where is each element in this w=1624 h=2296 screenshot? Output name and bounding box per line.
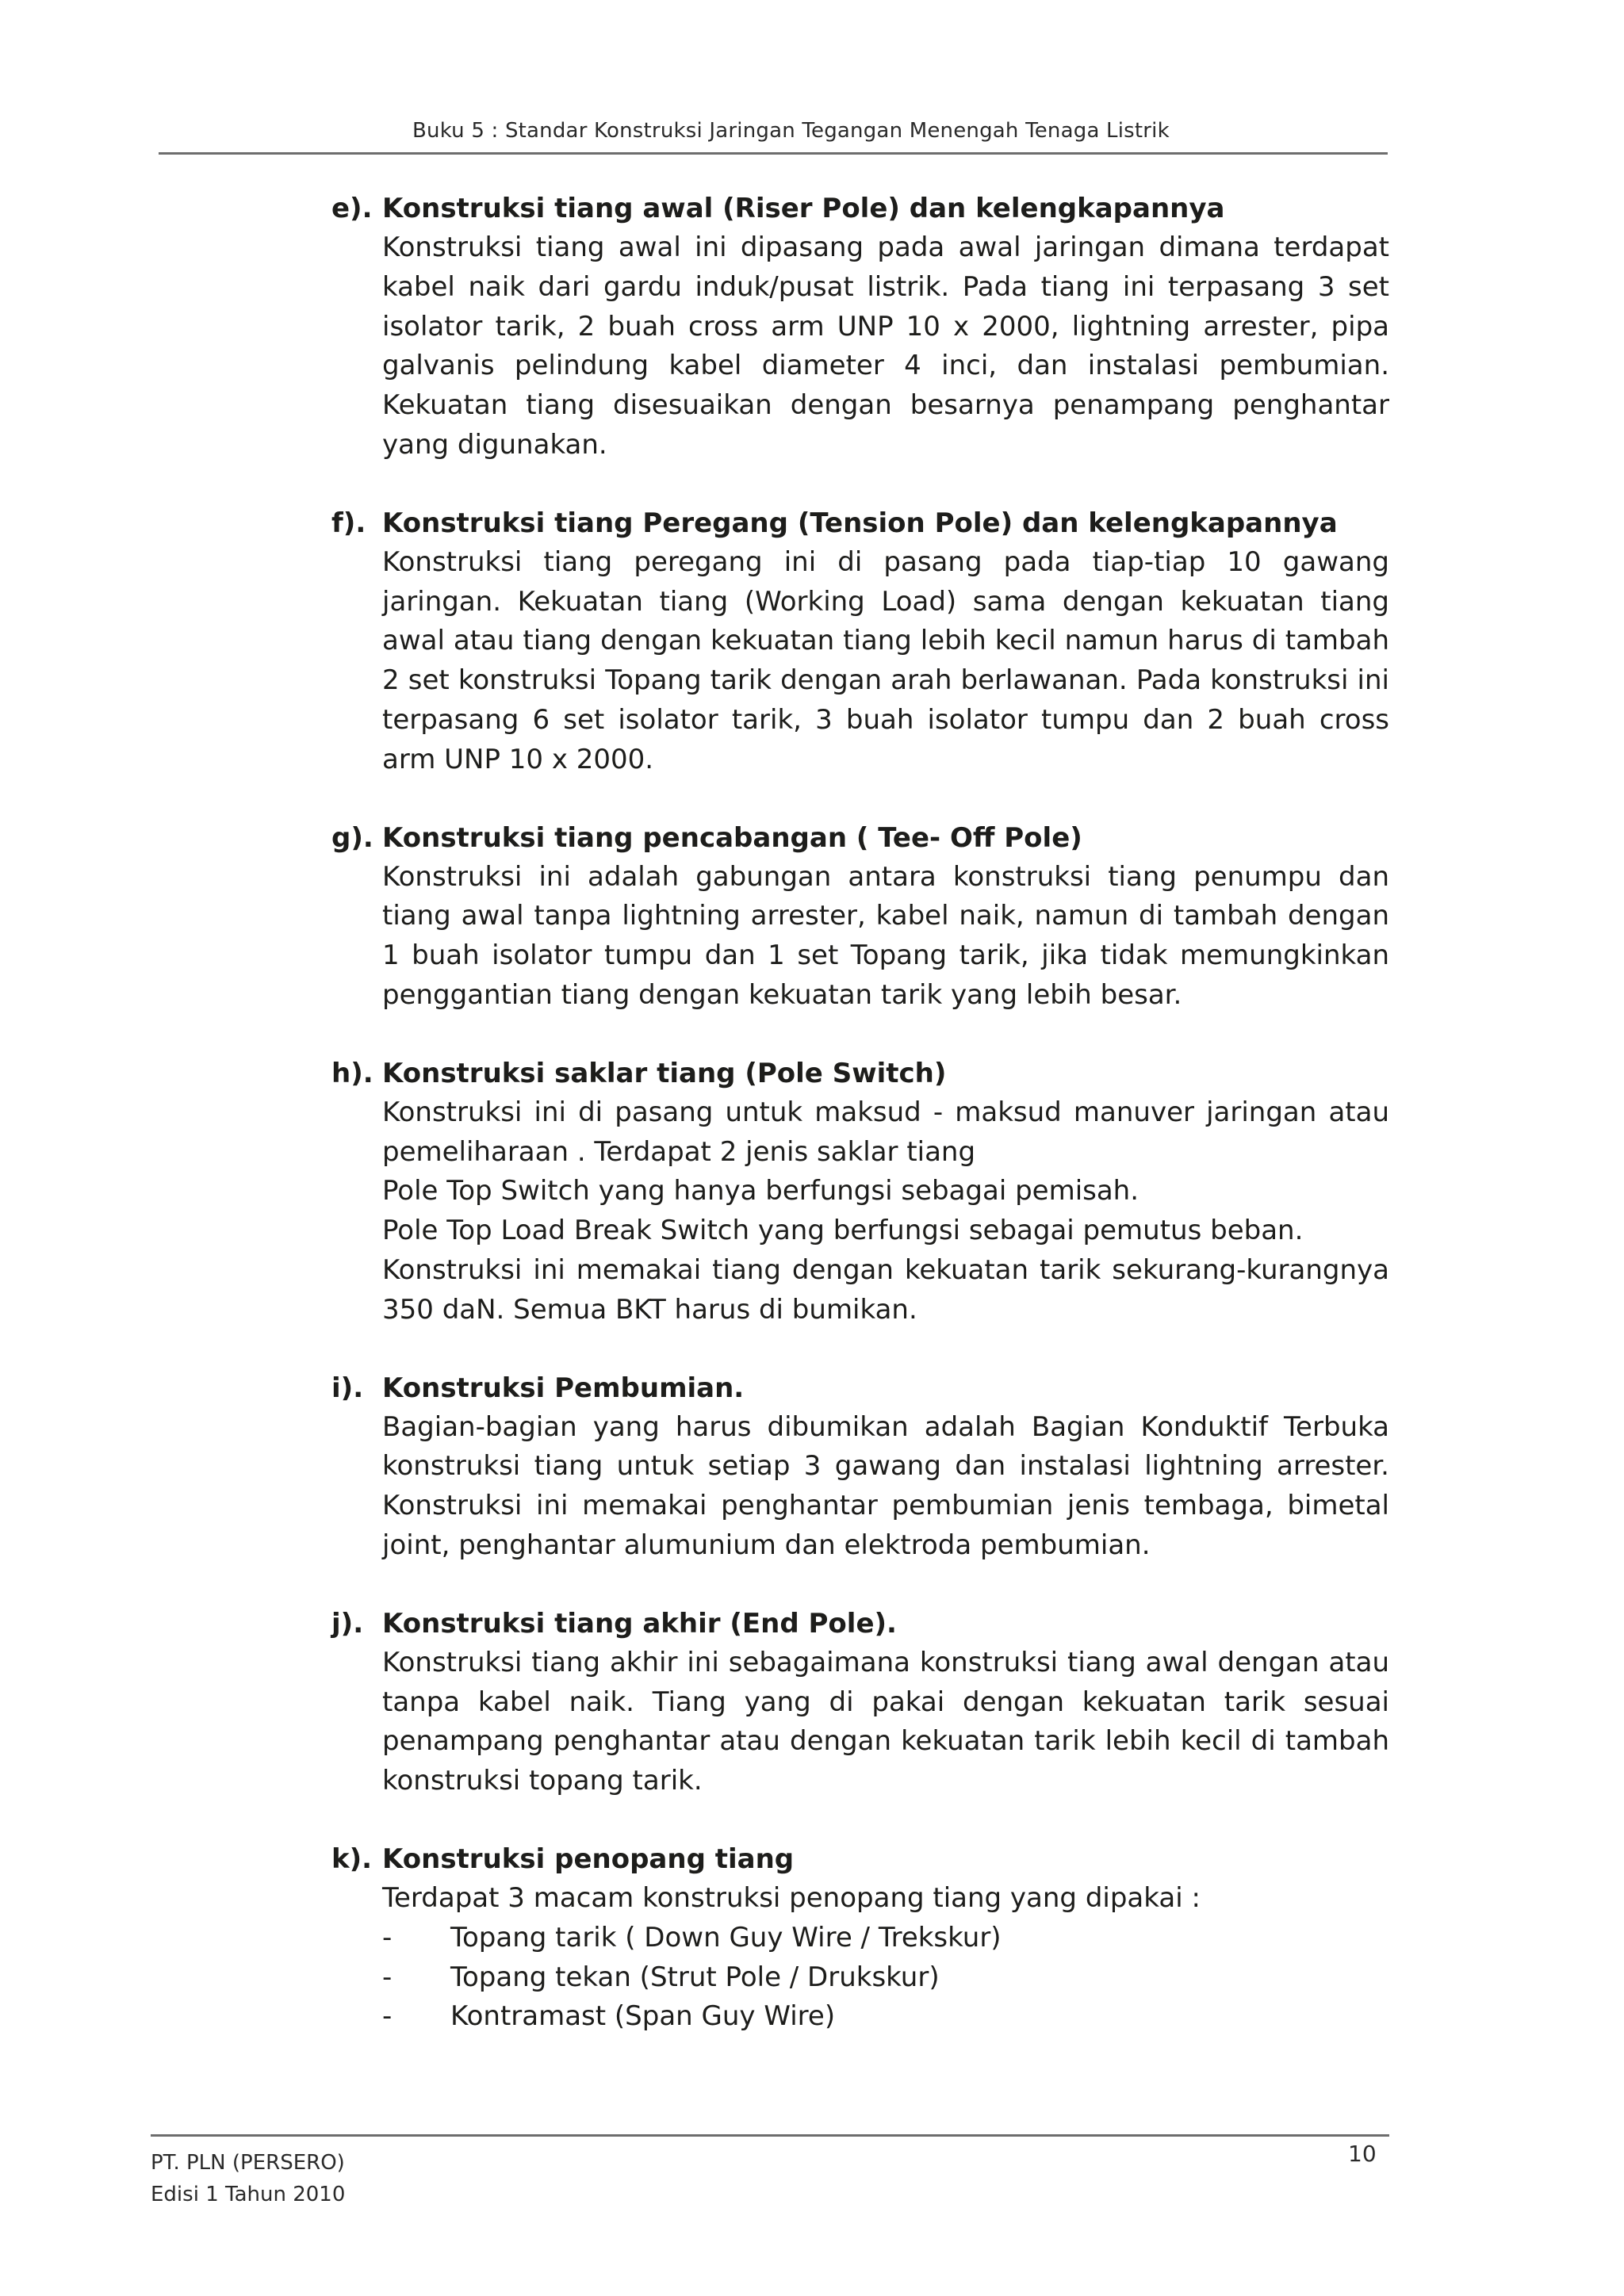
section-h (331, 1054, 1389, 1330)
bullet-marker: - (382, 1921, 393, 1954)
section-heading (331, 1368, 1389, 1408)
section-title: Konstruksi tiang pencabangan ( Tee- Off Pole) (382, 821, 1082, 854)
section-letter: k). (331, 1843, 373, 1875)
section-title: Konstruksi tiang awal (Riser Pole) dan kelengkapannya (382, 193, 1225, 224)
section-title: Konstruksi tiang akhir (End Pole). (382, 1607, 897, 1640)
section-intro: Terdapat 3 macam konstruksi penopang tiang yang dipakai : (382, 1881, 1201, 1914)
section-heading (331, 189, 1389, 228)
section-paragraph: Konstruksi tiang akhir ini sebagaimana konstruksi tiang awal dengan atau tanpa kabel naik. Tiang yang di pakai dengan kekuatan tarik sesuai penampang penghantar atau dengan kekuatan tarik lebih kecil di tambah konstruksi topang tarik. (382, 1646, 1389, 1797)
section-paragraph: Konstruksi ini di pasang untuk maksud - maksud manuver jaringan atau pemeliharaan . Terdapat 2 jenis saklar tiang (382, 1096, 1389, 1168)
bullet-marker: - (382, 2000, 393, 2033)
section-heading (331, 1839, 1389, 1879)
section-letter: e). (331, 193, 373, 224)
section-letter: f). (331, 507, 366, 539)
list-item (382, 1958, 1389, 1998)
section-e (331, 189, 1389, 465)
switch-type-line: Pole Top Switch yang hanya berfungsi sebagai pemisah. (382, 1175, 1139, 1207)
section-letter: j). (331, 1607, 364, 1640)
footer-edition: Edisi 1 Tahun 2010 (151, 2183, 346, 2206)
main-content (331, 189, 1389, 2075)
section-paragraph: Konstruksi tiang awal ini dipasang pada awal jaringan dimana terdapat kabel naik dari gardu induk/pusat listrik. Pada tiang ini terpasang 3 set isolator tarik, 2 buah cross arm UNP 10 x 2000, lightning arrester, pipa galvanis pelindung kabel diameter 4 inci, dan instalasi pembumian. Kekuatan tiang disesuaikan dengan besarnya penampang penghantar yang digunakan. (382, 232, 1389, 461)
section-title: Konstruksi tiang Peregang (Tension Pole) dan kelengkapannya (382, 507, 1338, 539)
section-heading (331, 503, 1389, 543)
footer-info (151, 2147, 345, 2210)
section-title: Konstruksi Pembumian. (382, 1372, 745, 1404)
section-g (331, 818, 1389, 1016)
section-letter: g). (331, 821, 373, 854)
list-item (382, 1997, 1389, 2037)
list-item (382, 1919, 1389, 1958)
section-letter: h). (331, 1057, 373, 1089)
section-paragraph: Konstruksi ini memakai tiang dengan kekuatan tarik sekurang-kurangnya 350 daN. Semua BKT harus di bumikan. (382, 1253, 1389, 1326)
section-paragraph: Bagian-bagian yang harus dibumikan adalah Bagian Konduktif Terbuka konstruksi tiang untuk setiap 3 gawang dan instalasi lightning arrester. Konstruksi ini memakai penghantar pembumian jenis tembaga, bimetal joint, penghantar alumunium dan elektroda pembumian. (382, 1410, 1389, 1561)
section-k (331, 1839, 1389, 2037)
list-item-text: Topang tekan (Strut Pole / Drukskur) (450, 1961, 940, 1993)
section-title: Konstruksi penopang tiang (382, 1843, 795, 1875)
header-divider (159, 152, 1388, 155)
section-heading (331, 1054, 1389, 1093)
page-number: 10 (1348, 2141, 1377, 2167)
section-letter: i). (331, 1372, 364, 1404)
section-f (331, 503, 1389, 780)
footer-company: PT. PLN (PERSERO) (151, 2151, 345, 2175)
section-paragraph: Konstruksi tiang peregang ini di pasang pada tiap-tiap 10 gawang jaringan. Kekuatan tiang (Working Load) sama dengan kekuatan tiang awal atau tiang dengan kekuatan tiang lebih kecil namun harus di tambah 2 set konstruksi Topang tarik dengan arah berlawanan. Pada konstruksi ini terpasang 6 set isolator tarik, 3 buah isolator tumpu dan 2 buah cross arm UNP 10 x 2000. (382, 545, 1389, 775)
section-title: Konstruksi saklar tiang (Pole Switch) (382, 1057, 947, 1089)
running-header: Buku 5 : Standar Konstruksi Jaringan Tegangan Menengah Tenaga Listrik (412, 119, 1170, 143)
section-heading (331, 1604, 1389, 1644)
section-paragraph: Konstruksi ini adalah gabungan antara konstruksi tiang penumpu dan tiang awal tanpa lightning arrester, kabel naik, namun di tambah dengan 1 buah isolator tumpu dan 1 set Topang tarik, jika tidak memungkinkan penggantian tiang dengan kekuatan tarik yang lebih besar. (382, 860, 1389, 1011)
switch-type-line: Pole Top Load Break Switch yang berfungsi sebagai pemutus beban. (382, 1215, 1304, 1247)
section-heading (331, 818, 1389, 858)
footer-divider (151, 2134, 1389, 2137)
list-item-text: Topang tarik ( Down Guy Wire / Trekskur) (450, 1921, 1002, 1954)
list-item-text: Kontramast (Span Guy Wire) (450, 2000, 836, 2033)
section-j (331, 1604, 1389, 1801)
bullet-marker: - (382, 1961, 393, 1993)
section-i (331, 1368, 1389, 1566)
